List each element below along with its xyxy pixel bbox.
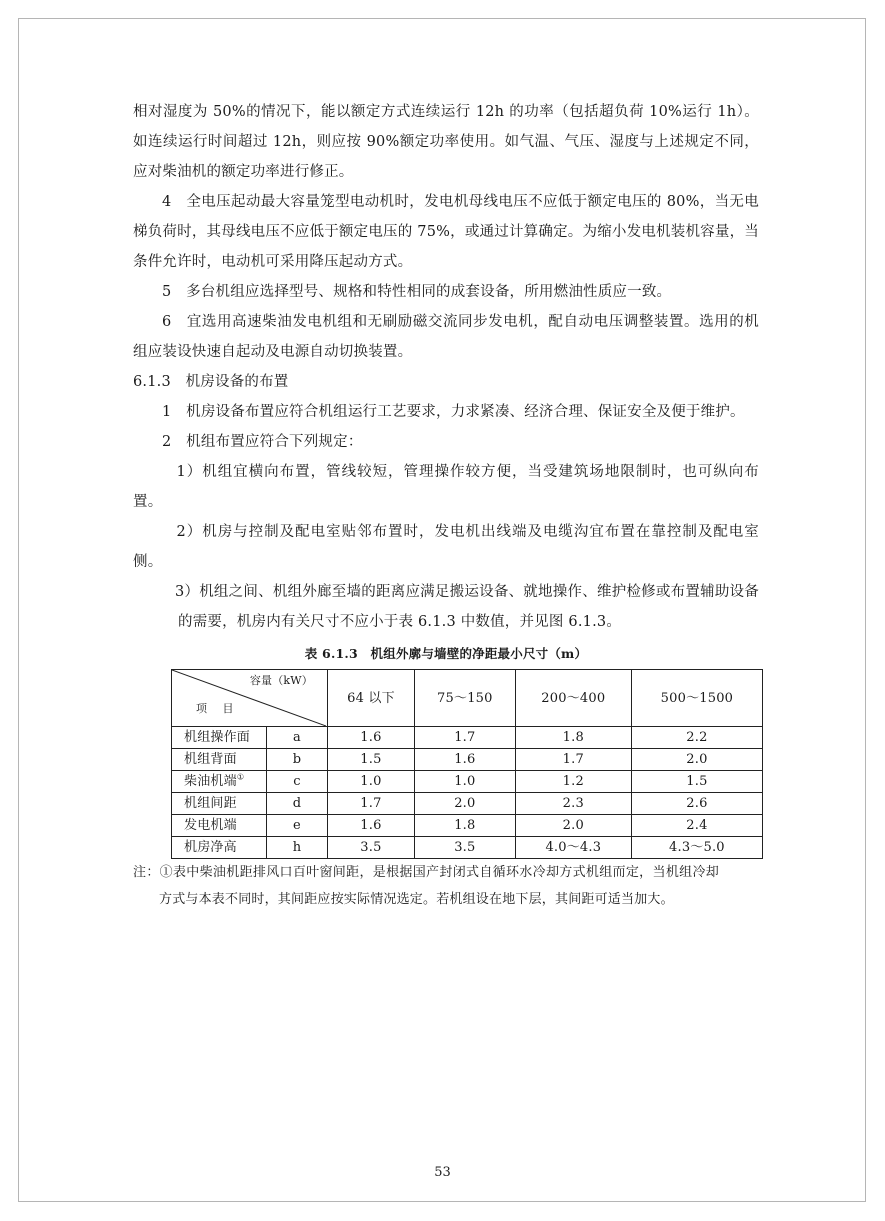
clause-6: 6 宜选用高速柴油发电机组和无刷励磁交流同步发电机，配自动电压调整装置。选用的机组应装设快速自起动及电源自动切换装置。 <box>133 314 759 360</box>
row-item-label: 机房净高 <box>184 840 237 855</box>
column-header: 75～150 <box>414 670 515 727</box>
table-cell: 1.7 <box>414 727 515 749</box>
row-item-label: 机组背面 <box>184 752 237 767</box>
row-item-label: 机组间距 <box>184 796 237 811</box>
table-cell: 1.0 <box>328 771 415 793</box>
clause-5: 5 多台机组应选择型号、规格和特性相同的成套设备，所用燃油性质应一致。 <box>162 284 672 300</box>
column-header: 200～400 <box>515 670 631 727</box>
row-code: b <box>267 749 328 771</box>
table-cell: 1.7 <box>515 749 631 771</box>
table-row <box>172 749 763 771</box>
item-2: 2）机房与控制及配电室贴邻布置时，发电机出线端及电缆沟宜布置在靠控制及配电室侧。 <box>133 524 759 570</box>
row-code: d <box>267 793 328 815</box>
row-item-label: 柴油机端 <box>184 774 237 789</box>
row-item-name <box>172 815 267 837</box>
row-code: e <box>267 815 328 837</box>
footnote-marker: ① <box>236 772 245 782</box>
table-cell: 2.0 <box>414 793 515 815</box>
table-cell: 2.4 <box>631 815 762 837</box>
column-header: 64 以下 <box>328 670 415 727</box>
paragraph-rated-power: 相对湿度为 50%的情况下，能以额定方式连续运行 12h 的功率（包括超负荷 10%运行 1h）。如连续运行时间超过 12h，则应按 90%额定功率使用。如气温、气压、湿度与上述规定不同，应对柴油机的额定功率进行修正。 <box>133 104 759 180</box>
table-cell: 3.5 <box>328 837 415 859</box>
row-code: c <box>267 771 328 793</box>
clause-2: 2 机组布置应符合下列规定： <box>162 434 363 450</box>
table-note: 注：①表中柴油机距排风口百叶窗间距，是根据国产封闭式自循环水冷却方式机组而定，当机组冷却方式与本表不同时，其间距应按实际情况选定。若机组设在地下层，其间距可适当加大。 <box>133 865 719 907</box>
table-cell: 2.6 <box>631 793 762 815</box>
table-cell: 1.0 <box>414 771 515 793</box>
table-header-row <box>172 670 763 727</box>
row-item-name <box>172 727 267 749</box>
row-code: a <box>267 727 328 749</box>
row-item-name <box>172 771 267 793</box>
row-item-label: 发电机端 <box>184 818 237 833</box>
page-number: 53 <box>434 1165 451 1180</box>
table-cell: 1.7 <box>328 793 415 815</box>
section-heading: 6.1.3 机房设备的布置 <box>133 374 289 390</box>
clause-4: 4 全电压起动最大容量笼型电动机时，发电机母线电压不应低于额定电压的 80%，当无电梯负荷时，其母线电压不应低于额定电压的 75%，或通过计算确定。为缩小发电机装机容量，当条件允许时，电动机可采用降压起动方式。 <box>133 194 759 270</box>
table-cell: 4.0～4.3 <box>515 837 631 859</box>
table-row <box>172 727 763 749</box>
table-cell: 1.6 <box>328 727 415 749</box>
table-row <box>172 815 763 837</box>
row-item-name <box>172 837 267 859</box>
table-cell: 2.0 <box>631 749 762 771</box>
item-3: 3）机组之间、机组外廊至墙的距离应满足搬运设备、就地操作、维护检修或布置辅助设备的需要，机房内有关尺寸不应小于表 6.1.3 中数值，并见图 6.1.3。 <box>175 584 759 630</box>
table-cell: 1.2 <box>515 771 631 793</box>
item-1: 1）机组宜横向布置，管线较短，管理操作较方便，当受建筑场地限制时，也可纵向布置。 <box>133 464 759 510</box>
table-row <box>172 771 763 793</box>
table-row <box>172 837 763 859</box>
table-cell: 1.8 <box>414 815 515 837</box>
row-item-name <box>172 793 267 815</box>
row-item-name <box>172 749 267 771</box>
table-caption: 表 6.1.3 机组外廓与墙壁的净距最小尺寸（m） <box>304 646 588 661</box>
table-cell: 2.0 <box>515 815 631 837</box>
table-cell: 1.6 <box>414 749 515 771</box>
table-cell: 1.5 <box>328 749 415 771</box>
table-cell: 2.2 <box>631 727 762 749</box>
document-body <box>133 97 759 913</box>
table-row <box>172 793 763 815</box>
diagonal-header-cell <box>172 670 328 727</box>
table-cell: 1.5 <box>631 771 762 793</box>
row-code: h <box>267 837 328 859</box>
header-item: 项 目 <box>196 702 240 715</box>
table-cell: 1.8 <box>515 727 631 749</box>
clearance-table <box>171 669 763 859</box>
table-cell: 3.5 <box>414 837 515 859</box>
clause-1: 1 机房设备布置应符合机组运行工艺要求，力求紧凑、经济合理、保证安全及便于维护。 <box>162 404 745 420</box>
table-cell: 1.6 <box>328 815 415 837</box>
header-capacity: 容量（kW） <box>249 674 313 687</box>
column-header: 500～1500 <box>631 670 762 727</box>
table-cell: 4.3～5.0 <box>631 837 762 859</box>
table-cell: 2.3 <box>515 793 631 815</box>
row-item-label: 机组操作面 <box>184 730 251 745</box>
